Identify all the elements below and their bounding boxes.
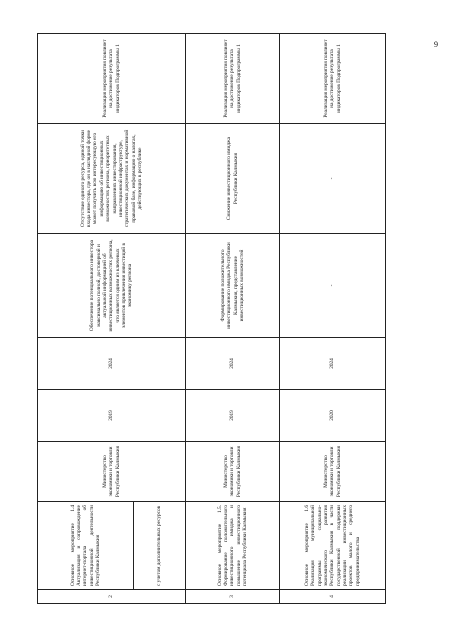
start-year-cell: 2019 xyxy=(186,390,280,442)
measures-table xyxy=(37,33,386,604)
row-number: 3 xyxy=(186,590,280,604)
row-number: 2 xyxy=(38,590,186,604)
consequence-cell: Снижение инвестиционного имиджа Республики Калмыкия xyxy=(186,124,280,234)
table-row xyxy=(38,34,134,604)
start-year-cell: 2019 xyxy=(38,390,186,442)
start-year-cell: 2020 xyxy=(280,390,386,442)
measure-subnote-cell: с учетом дополнительных ресурсов xyxy=(134,502,186,590)
row-number: 4 xyxy=(280,590,386,604)
rotated-table-container xyxy=(37,34,385,604)
link-cell: Реализация мероприятия повлияет на достижение результата индикаторов Подпрограммы 1 xyxy=(186,34,280,124)
table-row xyxy=(186,34,280,604)
end-year-cell: 2024 xyxy=(38,338,186,390)
page-number: 9 xyxy=(434,40,438,49)
consequence-cell: Отсутствие единого ресурса, единой точки входа инвестора, где он в наглядной форме может получить всю интересующую его информацию об инвестиционных возможностях региона, приоритетных направлениях инвестирования, инвестиционной инфраструктуре, стратегических документах и нормативной правовой базе, информацию о налогах, действующих в республике xyxy=(38,124,186,234)
executor-cell: Министерство экономики и торговли Республики Калмыкия xyxy=(280,442,386,502)
link-cell: Реализация мероприятия повлияет на достижение результата индикаторов Подпрограммы 1 xyxy=(280,34,386,124)
executor-cell: Министерство экономики и торговли Республики Калмыкия xyxy=(186,442,280,502)
measure-cell: Основное мероприятие 1.4 Актуализация и сопровождение интернет-портала об инвестиционной деятельности Республики Калмыкия xyxy=(38,502,134,590)
end-year-cell: 2024 xyxy=(186,338,280,390)
table-row xyxy=(280,34,386,604)
result-cell: Формирование положительного инвестиционного имиджа Республики Калмыкия, представление инвестиционных возможностей xyxy=(186,234,280,338)
result-cell: Обеспечение потенциального инвестора максимально полной, достоверной и актуальной информацией об инвестиционных возможностях региона, что является одним из ключевых элементов привлечения инвестиций в экономику региона xyxy=(38,234,186,338)
measure-cell: Основное мероприятие 1.6 Реализация муниципальной программы социально-экономического развития Республики Калмыкия в части государственной поддержки реализации инвестиционных проектов малого и среднего предпринимательства xyxy=(280,502,386,590)
end-year-cell: 2024 xyxy=(280,338,386,390)
consequence-cell: - xyxy=(280,124,386,234)
executor-cell: Министерство экономики и торговли Республики Калмыкия xyxy=(38,442,186,502)
measure-cell: Основное мероприятие 1.5. Формирование положительного инвестиционного имиджа и повышение инвестиционного потенциала Республики Калмыкия xyxy=(186,502,280,590)
link-cell: Реализация мероприятия повлияет на достижение результата индикаторов Подпрограммы 1 xyxy=(38,34,186,124)
result-cell: - xyxy=(280,234,386,338)
